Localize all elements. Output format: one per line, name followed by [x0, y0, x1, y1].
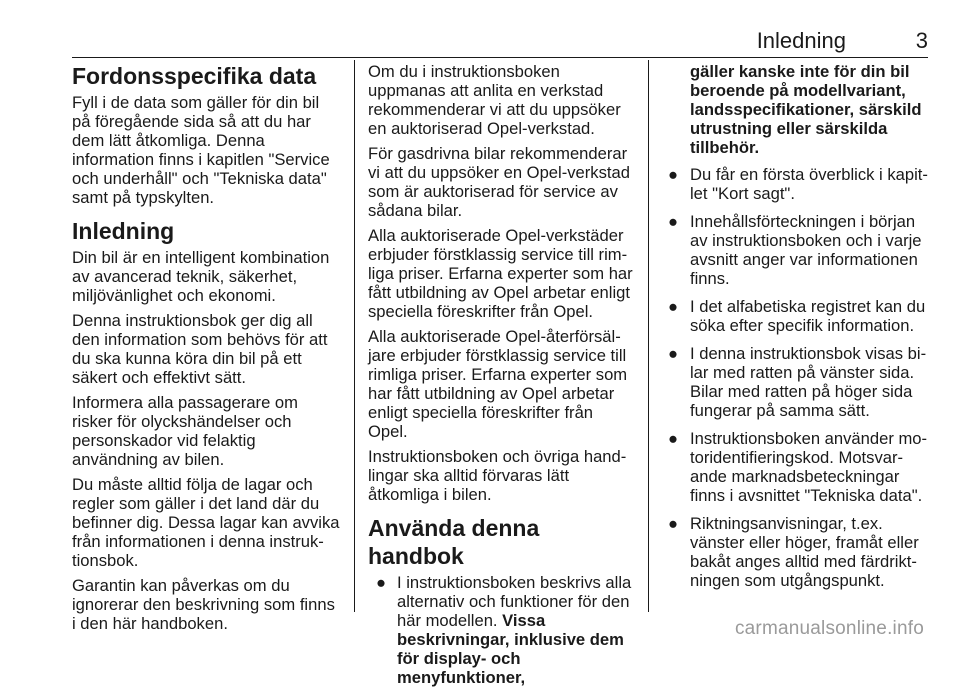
continued-bold-text: gäller kanske inte för din bil beroende på modellvariant, landsspecifikationer, särskild utrustning eller särskilda tillbehör. — [690, 62, 922, 157]
bullet-icon: ● — [668, 165, 679, 184]
list-item — [662, 344, 928, 420]
paragraph: Denna instruktionsbok ger dig all den information som behövs för att du ska kunna köra din bil på ett säkert och effektivt sätt. — [72, 311, 328, 387]
bullet-icon: ● — [668, 344, 679, 363]
paragraph: För gasdrivna bilar rekommenderar vi att du uppsöker en Opel-verkstad som är auktoriserad för service av sådana bilar. — [368, 144, 630, 220]
running-title: Inledning — [756, 28, 846, 53]
paragraph: Om du i instruktionsboken uppmanas att anlita en verkstad rekommenderar vi att du uppsöker en auktoriserad Opel-verkstad. — [368, 62, 621, 138]
list-item — [368, 573, 634, 687]
bullet-icon: ● — [668, 212, 679, 231]
paragraph: Fyll i de data som gäller för din bil på föregående sida så att du har dem lätt åtkomliga. Denna information finns i kapitlen "Service och underhåll" och "Tekniska data" samt på typskylten. — [72, 93, 330, 207]
column-3 — [662, 62, 928, 599]
heading-inledning: Inledning — [72, 218, 175, 244]
column-divider-1 — [354, 60, 355, 612]
list-item — [662, 514, 928, 590]
bullet-list — [662, 165, 928, 590]
bullet-icon: ● — [668, 514, 679, 533]
column-divider-2 — [648, 60, 649, 612]
list-item-text: Innehållsförteckningen i början av instruktionsboken och i varje avsnitt anger var informationen finns. — [690, 212, 922, 288]
bullet-icon: ● — [376, 573, 387, 592]
list-item-bold-text: Vissa beskrivningar, inklusive dem för display- och menyfunktioner, — [397, 611, 624, 687]
bullet-list — [368, 573, 634, 687]
list-item — [662, 165, 928, 203]
paragraph: Informera alla passagerare om risker för olyckshändelser och personskador vid felaktig användning av bilen. — [72, 393, 298, 469]
list-item-text: I det alfabetiska registret kan du söka efter specifik information. — [690, 297, 926, 335]
column-1 — [72, 62, 340, 639]
bullet-icon: ● — [668, 429, 679, 448]
heading-anvanda-denna-handbok: Använda denna handbok — [368, 515, 540, 569]
paragraph: Din bil är en intelligent kombination av avancerad teknik, säkerhet, miljövänlighet och ekonomi. — [72, 248, 330, 305]
list-item — [662, 297, 928, 335]
paragraph: Instruktionsboken och övriga handlingar ska alltid förvaras lätt åtkomliga i bilen. — [368, 447, 627, 504]
page-header — [72, 0, 928, 56]
heading-fordonsspecifika-data: Fordonsspecifika data — [72, 63, 317, 89]
column-2 — [368, 62, 634, 696]
header-rule — [72, 57, 928, 58]
list-item — [662, 212, 928, 288]
list-item — [662, 429, 928, 505]
list-item-text: I denna instruktionsbok visas bilar med ratten på vänster sida. Bilar med ratten på höger sida fungerar på samma sätt. — [690, 344, 927, 420]
page-number: 3 — [915, 28, 928, 53]
list-item-text: Riktningsanvisningar, t.ex. vänster eller höger, framåt eller bakåt anges alltid med färdriktningen som utgångspunkt. — [690, 514, 919, 590]
watermark: carmanualsonline.info — [734, 618, 924, 639]
paragraph: Garantin kan påverkas om du ignorerar den beskrivning som finns i den här handboken. — [72, 576, 335, 633]
paragraph: Du måste alltid följa de lagar och regler som gäller i det land där du befinner dig. Dessa lagar kan avvika från informationen i denna instruktionsbok. — [72, 475, 340, 570]
list-item-text: Instruktionsboken använder motoridentifieringskod. Motsvarande marknadsbeteckningar finns i avsnittet "Tekniska data". — [690, 429, 928, 505]
list-item-text: I instruktionsboken beskrivs alla alternativ och funktioner för den här modellen. — [397, 573, 632, 630]
bullet-icon: ● — [668, 297, 679, 316]
list-item-text: Du får en första överblick i kapitlet "Kort sagt". — [690, 165, 928, 203]
paragraph: Alla auktoriserade Opel-återförsäljare erbjuder förstklassig service till rimliga priser. Erfarna experter som har fått utbildning av Opel arbetar enligt speciella föreskrifter från Opel. — [368, 327, 628, 441]
paragraph: Alla auktoriserade Opel-verkstäder erbjuder förstklassig service till rimliga priser. Erfarna experter som har fått utbildning av Opel arbetar enligt speciella föreskrifter från Opel. — [368, 226, 633, 321]
